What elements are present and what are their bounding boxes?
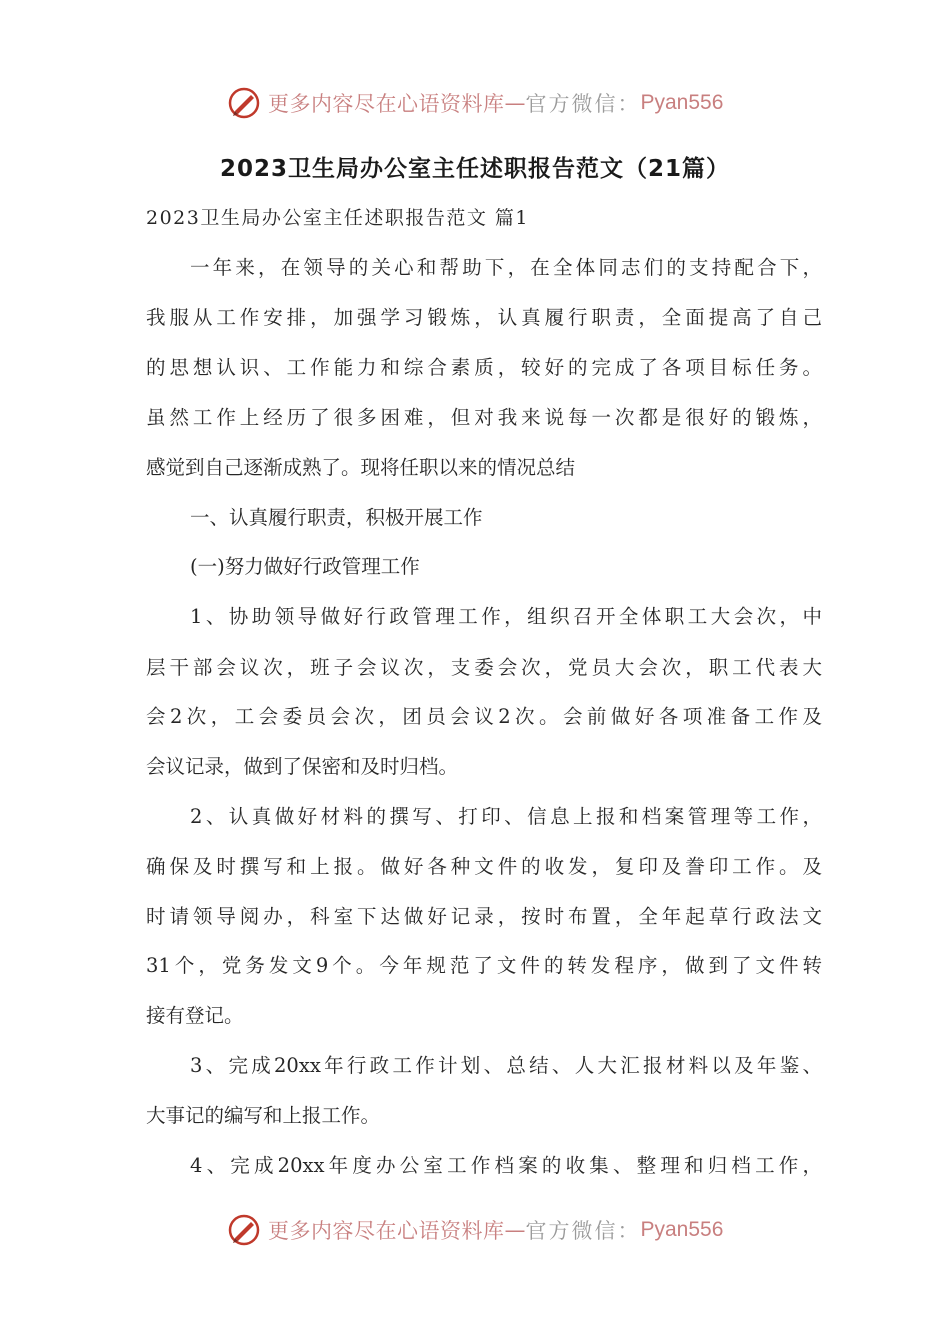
paragraph-line: 4、完成20xx年度办公室工作档案的收集、整理和归档工作， — [190, 1154, 822, 1177]
paragraph-line: 3、完成20xx年行政工作计划、总结、人大汇报材料以及年鉴、 — [190, 1054, 822, 1077]
heading-2: (一)努力做好行政管理工作 — [190, 555, 420, 578]
footer-banner — [0, 1205, 950, 1255]
paragraph-line: 我服从工作安排，加强学习锻炼，认真履行职责，全面提高了自己 — [146, 306, 822, 329]
paragraph-line: 确保及时撰写和上报。做好各种文件的收发，复印及誊印工作。及 — [146, 855, 822, 878]
banner-wechat-label: 官方微信： — [525, 92, 641, 116]
paragraph-line: 大事记的编写和上报工作。 — [146, 1104, 381, 1127]
paragraph-line: 接有登记。 — [146, 1004, 244, 1027]
header-banner — [0, 78, 950, 128]
heading-1: 一、认真履行职责，积极开展工作 — [190, 506, 483, 529]
banner-wechat-id: Pyan556 — [640, 1218, 724, 1241]
paragraph-line: 虽然工作上经历了很多困难，但对我来说每一次都是很好的锻炼， — [146, 406, 822, 429]
paragraph-line: 会2次，工会委员会次，团员会议2次。会前做好各项准备工作及 — [146, 705, 822, 728]
banner-dash: — — [504, 1218, 526, 1242]
paragraph-line: 1、协助领导做好行政管理工作，组织召开全体职工大会次，中 — [190, 605, 822, 628]
pen-logo-icon — [226, 85, 262, 121]
banner-dash: — — [504, 91, 526, 115]
banner-wechat-id: Pyan556 — [640, 91, 724, 114]
section-subtitle: 2023卫生局办公室主任述职报告范文 篇1 — [146, 207, 529, 229]
banner-wechat-label: 官方微信： — [525, 1219, 641, 1243]
banner-text: 更多内容尽在心语资料库 — [268, 1219, 505, 1243]
paragraph-line: 2、认真做好材料的撰写、打印、信息上报和档案管理等工作， — [190, 805, 822, 828]
paragraph-line: 的思想认识、工作能力和综合素质，较好的完成了各项目标任务。 — [146, 356, 822, 379]
document-title: 2023卫生局办公室主任述职报告范文（21篇） — [219, 156, 731, 182]
paragraph-line: 层干部会议次，班子会议次，支委会次，党员大会次，职工代表大 — [146, 656, 822, 679]
banner-text: 更多内容尽在心语资料库 — [268, 92, 505, 116]
paragraph-line: 31个，党务发文9个。今年规范了文件的转发程序，做到了文件转 — [146, 954, 822, 977]
paragraph-line: 一年来，在领导的关心和帮助下，在全体同志们的支持配合下， — [190, 256, 822, 279]
paragraph-line: 会议记录，做到了保密和及时归档。 — [146, 755, 459, 778]
pen-logo-icon — [226, 1212, 262, 1248]
paragraph-line: 时请领导阅办，科室下达做好记录，按时布置，全年起草行政法文 — [146, 905, 822, 928]
paragraph-line: 感觉到自己逐渐成熟了。现将任职以来的情况总结 — [146, 456, 576, 479]
